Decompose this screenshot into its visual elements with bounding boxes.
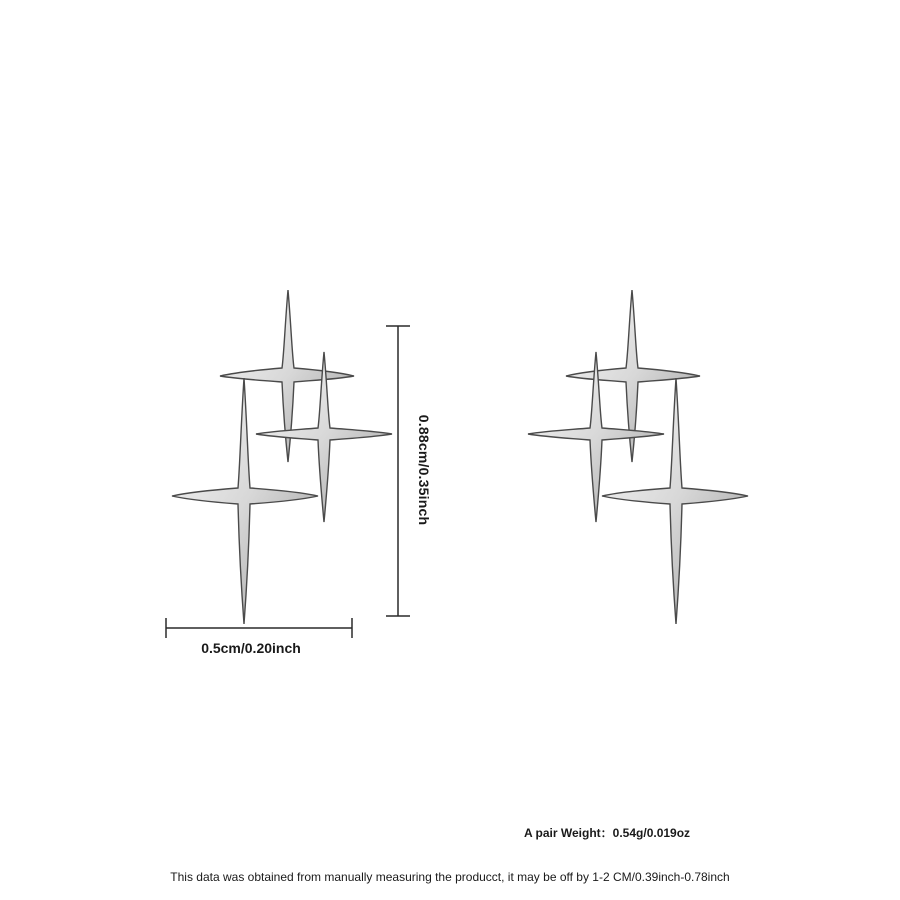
height-dimension-label: 0.88cm/0.35inch (416, 414, 432, 526)
star-large (602, 378, 748, 624)
star-large (172, 378, 318, 624)
height-dimension-line (380, 322, 420, 620)
right-star-earring-icon (522, 284, 752, 630)
width-dimension-label: 0.5cm/0.20inch (201, 640, 301, 656)
left-star-earring-icon (168, 284, 398, 630)
measurement-disclaimer: This data was obtained from manually measuring the producct, it may be off by 1-2 CM/0.39inch-0.78inch (170, 870, 730, 884)
weight-label: A pair Weight：0.54g/0.019oz (524, 826, 691, 840)
width-dimension-line (162, 614, 356, 642)
